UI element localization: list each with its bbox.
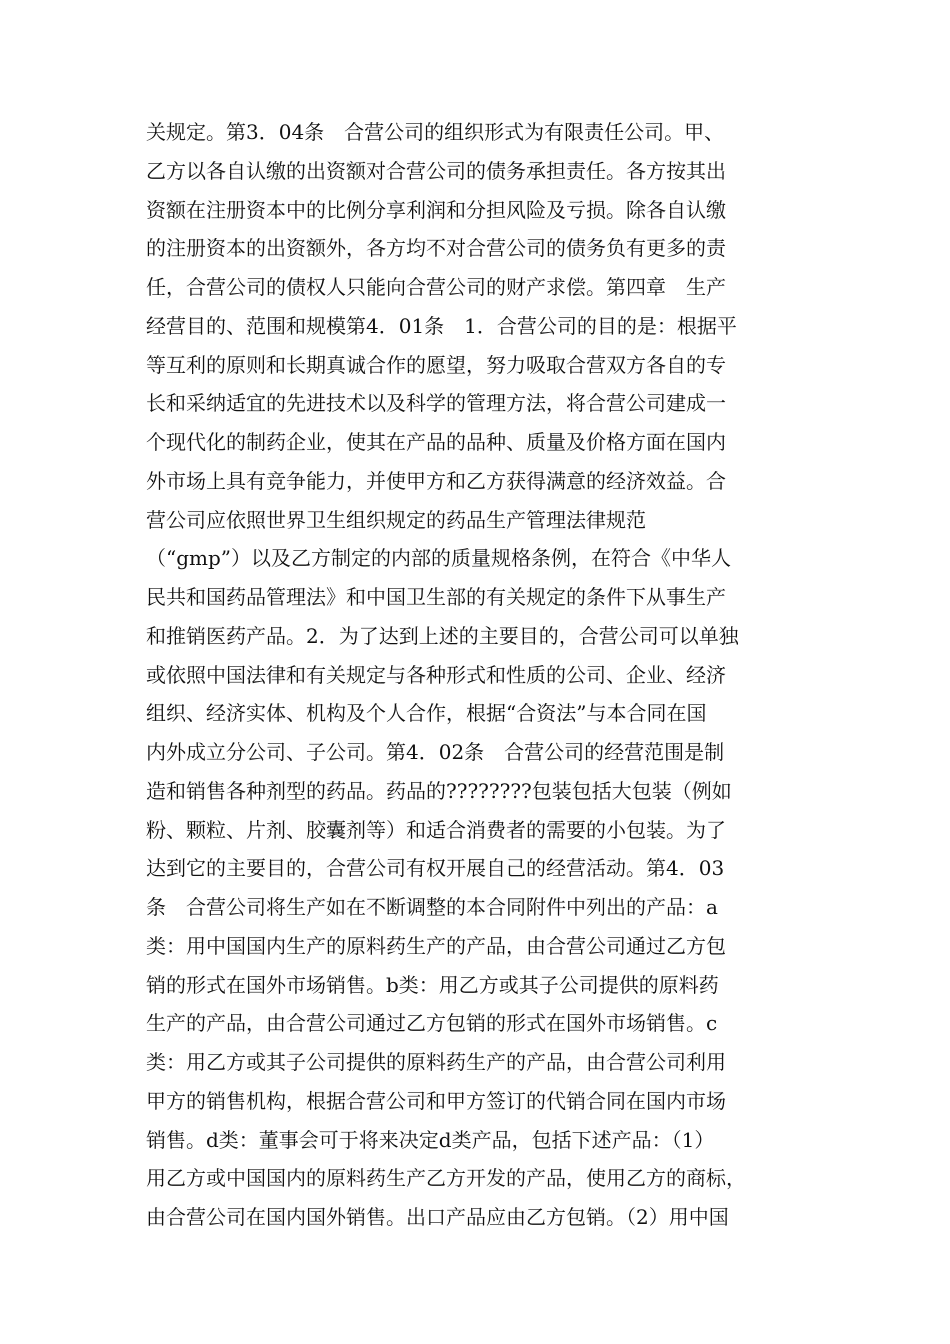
text-line: 达到它的主要目的，合营公司有权开展自己的经营活动。第4．03 — [146, 856, 725, 881]
text-line: 销的形式在国外市场销售。b类：用乙方或其子公司提供的原料药 — [146, 972, 719, 997]
text-line: 等互利的原则和长期真诚合作的愿望，努力吸取合营双方各自的专 — [146, 352, 726, 377]
text-line: 生产的产品，由合营公司通过乙方包销的形式在国外市场销售。c — [146, 1011, 718, 1036]
text-line: 乙方以各自认缴的出资额对合营公司的债务承担责任。各方按其出 — [146, 158, 726, 183]
text-line: 条 合营公司将生产如在不断调整的本合同附件中列出的产品：a — [146, 895, 718, 919]
text-line: 销售。d类：董事会可于将来决定d类产品，包括下述产品：（1） — [146, 1127, 715, 1152]
text-line: 或依照中国法律和有关规定与各种形式和性质的公司、企业、经济 — [146, 662, 726, 687]
text-line: 组织、经济实体、机构及个人合作，根据“合资法”与本合同在国 — [146, 701, 707, 726]
text-line: 长和采纳适宜的先进技术以及科学的管理方法，将合营公司建成一 — [146, 391, 726, 416]
text-line: 经营目的、范围和规模第4．01条 1．合营公司的目的是：根据平 — [146, 313, 737, 338]
text-line: 关规定。第3．04条 合营公司的组织形式为有限责任公司。甲、 — [146, 120, 725, 144]
text-line: 类：用乙方或其子公司提供的原料药生产的产品，由合营公司利用 — [146, 1050, 726, 1074]
text-line: 个现代化的制药企业，使其在产品的品种、质量及价格方面在国内 — [146, 430, 726, 454]
text-line: 由合营公司在国内国外销售。出口产品应由乙方包销。（2）用中国 — [146, 1205, 729, 1229]
text-line: 营公司应依照世界卫生组织规定的药品生产管理法律规范 — [146, 507, 646, 532]
text-line: 粉、颗粒、片剂、胶囊剂等）和适合消费者的需要的小包装。为了 — [146, 817, 726, 842]
text-line: 甲方的销售机构，根据合营公司和甲方签订的代销合同在国内市场 — [146, 1088, 726, 1113]
text-line: 的注册资本的出资额外，各方均不对合营公司的债务负有更多的责 — [146, 236, 726, 261]
text-line: 造和销售各种剂型的药品。药品的????????包装包括大包装（例如 — [146, 778, 732, 803]
text-line: 外市场上具有竞争能力，并使甲方和乙方获得满意的经济效益。合 — [146, 468, 726, 493]
text-line: 民共和国药品管理法》和中国卫生部的有关规定的条件下从事生产 — [146, 585, 726, 609]
text-line: 资额在注册资本中的比例分享利润和分担风险及亏损。除各自认缴 — [146, 197, 726, 222]
text-line: 和推销医药产品。2．为了达到上述的主要目的，合营公司可以单独 — [146, 623, 739, 648]
text-line: 内外成立分公司、子公司。第4．02条 合营公司的经营范围是制 — [146, 740, 725, 764]
text-line: （“gmp”）以及乙方制定的内部的质量规格条例，在符合《中华人 — [146, 546, 732, 571]
text-line: 类：用中国国内生产的原料药生产的产品，由合营公司通过乙方包 — [146, 933, 726, 958]
text-line: 用乙方或中国国内的原料药生产乙方开发的产品，使用乙方的商标， — [146, 1166, 746, 1191]
body-text — [146, 113, 816, 1237]
text-line: 任，合营公司的债权人只能向合营公司的财产求偿。第四章 生产 — [146, 275, 726, 299]
